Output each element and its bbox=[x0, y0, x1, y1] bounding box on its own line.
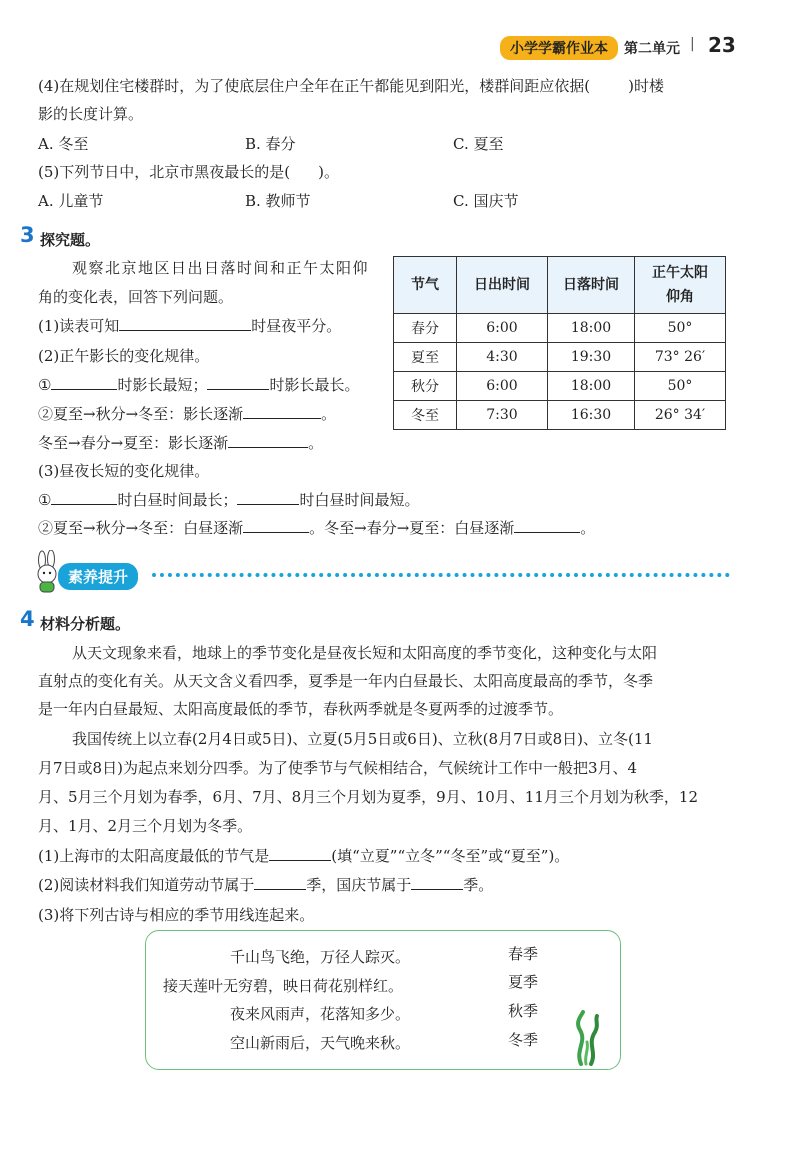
s4-para1-line: 从天文现象来看，地球上的季节变化是昼夜长短和太阳高度的季节变化，这种变化与太阳 bbox=[72, 644, 658, 662]
q5-text-end: )。 bbox=[318, 163, 339, 181]
s4-q1-blank[interactable] bbox=[269, 846, 331, 861]
s3-c1-marker: ① bbox=[38, 376, 52, 394]
s3-part3-item1 bbox=[38, 490, 419, 510]
table-row bbox=[394, 314, 726, 343]
table-cell: 73° 26′ bbox=[635, 343, 726, 372]
table-cell: 6:00 bbox=[457, 314, 548, 343]
s3-part2-item3 bbox=[38, 433, 323, 453]
s3-part2-item2 bbox=[38, 404, 336, 424]
s3-intro-line2: 角的变化表，回答下列问题。 bbox=[38, 288, 234, 306]
q4-text-line2: 影的长度计算。 bbox=[38, 105, 144, 123]
s3-part3-item2 bbox=[38, 518, 595, 538]
s4-para2-line: 我国传统上以立春(2月4日或5日)、立夏(5月5日或6日)、立秋(8月7日或8日)、立冬(11 bbox=[72, 730, 653, 748]
poem-line[interactable]: 夜来风雨声，花落知多少。 bbox=[230, 1005, 411, 1023]
s3-d2-text2: 。冬至→春分→夏至：白昼逐渐 bbox=[309, 519, 515, 537]
table-cell: 冬至 bbox=[394, 401, 457, 430]
s4-q1 bbox=[38, 846, 569, 866]
banner-dotted-divider bbox=[152, 573, 730, 577]
s3-d1-marker: ① bbox=[38, 491, 52, 509]
s3-c2-end: 。 bbox=[321, 405, 337, 423]
s3-d2-end: 。 bbox=[580, 519, 596, 537]
s3-c3-end: 。 bbox=[308, 434, 324, 452]
s3-d1-text2: 时白昼时间最短。 bbox=[299, 491, 420, 509]
s3-c1-blank2[interactable] bbox=[207, 375, 269, 390]
season-label[interactable]: 春季 bbox=[508, 945, 539, 963]
poem-line[interactable]: 千山鸟飞绝，万径人踪灭。 bbox=[230, 948, 411, 966]
season-label[interactable]: 秋季 bbox=[508, 1002, 539, 1020]
s3-d1-blank1[interactable] bbox=[51, 490, 117, 505]
table-row bbox=[394, 343, 726, 372]
table-row bbox=[394, 401, 726, 430]
s3-c2-blank[interactable] bbox=[243, 404, 321, 419]
s4-para1-line: 是一年内白昼最短、太阳高度最低的季节，春秋两季就是冬夏两季的过渡季节。 bbox=[38, 700, 564, 718]
section-3-number: 3 bbox=[20, 223, 35, 247]
s3-d2-blank1[interactable] bbox=[243, 518, 309, 533]
s3-part1 bbox=[38, 316, 341, 336]
unit-label: 第二单元 bbox=[624, 41, 680, 57]
q4-text-end: )时楼 bbox=[628, 77, 664, 95]
header-separator: | bbox=[690, 36, 695, 52]
s3-part1-blank[interactable] bbox=[119, 316, 251, 331]
s3-d1-text1: 时白昼时间最长； bbox=[117, 491, 238, 509]
q4-text: (4)在规划住宅楼群时，为了使底层住户全年在正午都能见到阳光，楼群间距应依据( bbox=[38, 77, 591, 95]
s4-q2-text1: (2)阅读材料我们知道劳动节属于 bbox=[38, 876, 255, 894]
q4-option-b[interactable]: B. 春分 bbox=[245, 135, 296, 153]
table-cell: 4:30 bbox=[457, 343, 548, 372]
s4-q2-text3: 季。 bbox=[463, 876, 494, 894]
table-header-line2: 仰角 bbox=[666, 289, 694, 305]
table-cell: 50° bbox=[635, 314, 726, 343]
table-cell: 春分 bbox=[394, 314, 457, 343]
table-header-row bbox=[394, 257, 726, 314]
s4-para2-line: 月7日或8日)为起点来划分四季。为了使季节与气候相结合，气候统计工作中一般把3月、4 bbox=[38, 759, 638, 777]
table-header bbox=[635, 257, 726, 314]
table-cell: 18:00 bbox=[548, 372, 635, 401]
s4-para2-line: 月、5月三个月划为春季，6月、7月、8月三个月划为夏季，9月、10月、11月三个月划为秋季，12 bbox=[38, 788, 698, 806]
section-banner: 素养提升 bbox=[58, 563, 138, 590]
table-header: 日落时间 bbox=[548, 257, 635, 314]
table-cell: 18:00 bbox=[548, 314, 635, 343]
season-label[interactable]: 夏季 bbox=[508, 973, 539, 991]
table-header: 节气 bbox=[394, 257, 457, 314]
table-cell: 秋分 bbox=[394, 372, 457, 401]
table-row bbox=[394, 372, 726, 401]
q4-option-c[interactable]: C. 夏至 bbox=[453, 135, 504, 153]
s3-c3-blank[interactable] bbox=[228, 433, 308, 448]
s3-intro-line1: 观察北京地区日出日落时间和正午太阳仰 bbox=[72, 259, 370, 277]
q5-option-b[interactable]: B. 教师节 bbox=[245, 192, 311, 210]
book-title-badge: 小学学霸作业本 bbox=[500, 36, 618, 60]
table-cell: 6:00 bbox=[457, 372, 548, 401]
s3-part1-text: (1)读表可知 bbox=[38, 317, 120, 335]
s4-para2-line: 月、1月、2月三个月划为冬季。 bbox=[38, 817, 253, 835]
s3-d2-text1: ②夏至→秋分→冬至：白昼逐渐 bbox=[38, 519, 244, 537]
s3-part1-text-end: 时昼夜平分。 bbox=[251, 317, 342, 335]
s3-part2-item1 bbox=[38, 375, 359, 395]
q5-text-line bbox=[38, 162, 339, 182]
s3-part3-title: (3)昼夜长短的变化规律。 bbox=[38, 462, 210, 480]
section-3-title: 探究题。 bbox=[40, 231, 101, 249]
s4-q2-text2: 季，国庆节属于 bbox=[306, 876, 412, 894]
s3-part2-title: (2)正午影长的变化规律。 bbox=[38, 347, 210, 365]
seaweed-icon bbox=[571, 1010, 605, 1066]
s4-q1-hint: (填“立夏”“立冬”“冬至”或“夏至”)。 bbox=[331, 847, 570, 865]
s4-q3: (3)将下列古诗与相应的季节用线连起来。 bbox=[38, 906, 315, 924]
q5-option-a[interactable]: A. 儿童节 bbox=[38, 192, 104, 210]
section-4-number: 4 bbox=[20, 607, 35, 631]
q5-option-c[interactable]: C. 国庆节 bbox=[453, 192, 519, 210]
s4-para1-line: 直射点的变化有关。从天文含义看四季，夏季是一年内白昼最长、太阳高度最高的季节，冬季 bbox=[38, 672, 654, 690]
table-cell: 26° 34′ bbox=[635, 401, 726, 430]
poem-line[interactable]: 空山新雨后，天气晚来秋。 bbox=[230, 1034, 411, 1052]
table-cell: 19:30 bbox=[548, 343, 635, 372]
table-cell: 夏至 bbox=[394, 343, 457, 372]
page-number: 23 bbox=[708, 33, 736, 57]
section-4-title: 材料分析题。 bbox=[40, 615, 131, 633]
s3-c1-blank1[interactable] bbox=[51, 375, 117, 390]
s3-c1-text2: 时影长最长。 bbox=[269, 376, 360, 394]
season-label[interactable]: 冬季 bbox=[508, 1031, 539, 1049]
s3-c2-text: ②夏至→秋分→冬至：影长逐渐 bbox=[38, 405, 244, 423]
table-cell: 7:30 bbox=[457, 401, 548, 430]
s4-q2-blank2[interactable] bbox=[411, 875, 463, 890]
table-header: 日出时间 bbox=[457, 257, 548, 314]
s3-d2-blank2[interactable] bbox=[514, 518, 580, 533]
s3-c1-text1: 时影长最短； bbox=[117, 376, 208, 394]
s3-d1-blank2[interactable] bbox=[237, 490, 299, 505]
q4-text-line1 bbox=[38, 76, 664, 96]
poem-line[interactable]: 接天莲叶无穷碧，映日荷花别样红。 bbox=[163, 977, 404, 995]
s4-q1-text: (1)上海市的太阳高度最低的节气是 bbox=[38, 847, 270, 865]
q5-text: (5)下列节日中，北京市黑夜最长的是( bbox=[38, 163, 291, 181]
s3-c3-text: 冬至→春分→夏至：影长逐渐 bbox=[38, 434, 229, 452]
q4-option-a[interactable]: A. 冬至 bbox=[38, 135, 89, 153]
table-header-line1: 正午太阳 bbox=[652, 265, 708, 281]
solar-terms-table bbox=[393, 256, 726, 430]
s4-q2 bbox=[38, 875, 493, 895]
table-cell: 50° bbox=[635, 372, 726, 401]
table-cell: 16:30 bbox=[548, 401, 635, 430]
s4-q2-blank1[interactable] bbox=[254, 875, 306, 890]
